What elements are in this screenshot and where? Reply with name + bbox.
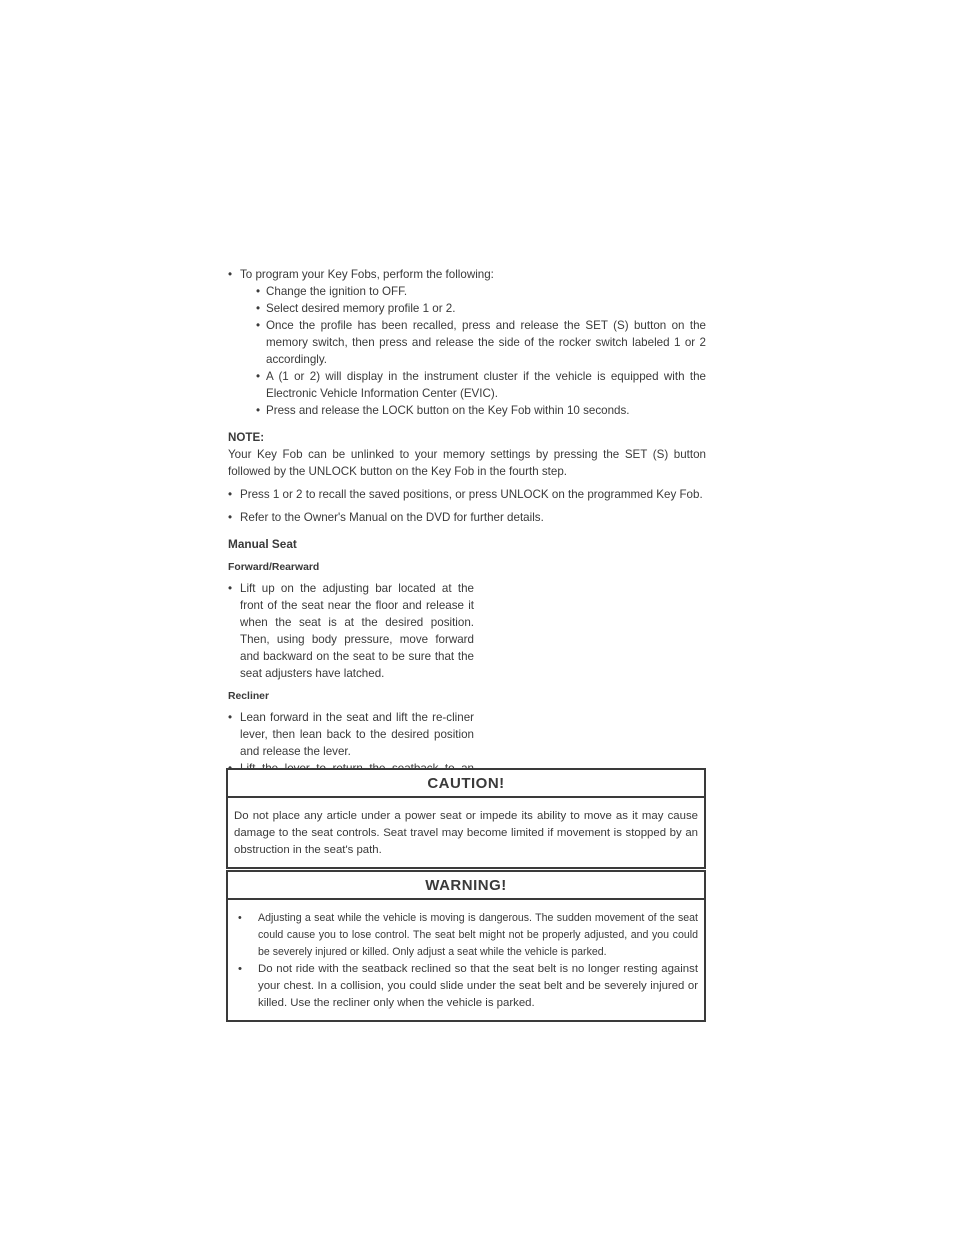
recall-bullet: • Press 1 or 2 to recall the saved positions, or press UNLOCK on the programmed Key Fob. bbox=[228, 486, 706, 503]
manual-page-content bbox=[228, 266, 706, 794]
warning-body bbox=[228, 900, 704, 1020]
key-fob-step: • Once the profile has been recalled, press and release the SET (S) button on the memory switch, then press and release the side of the rocker switch labeled 1 or 2 accordingly. bbox=[256, 319, 706, 366]
key-fob-step: • A (1 or 2) will display in the instrument cluster if the vehicle is equipped with the Electronic Vehicle Information Center (EVIC). bbox=[256, 370, 706, 400]
manual-seat-heading: Manual Seat bbox=[228, 537, 297, 551]
owners-manual-bullet: • Refer to the Owner's Manual on the DVD for further details. bbox=[228, 509, 706, 526]
recliner-heading: Recliner bbox=[228, 691, 270, 702]
key-fob-intro: • To program your Key Fobs, perform the following: bbox=[228, 266, 706, 283]
key-fob-steps bbox=[242, 283, 706, 419]
forward-rearward-heading: Forward/Rearward bbox=[228, 562, 320, 573]
recliner-item: • Lean forward in the seat and lift the re-cliner lever, then lean back to the desired position and release the lever. bbox=[228, 709, 474, 760]
key-fob-step: • Press and release the LOCK button on the Key Fob within 10 seconds. bbox=[256, 404, 630, 417]
caution-text: Do not place any article under a power seat or impede its ability to move as it may cause damage to the seat controls. Seat travel may become limited if movement is stopped by an obstruction in the seat's path. bbox=[234, 810, 698, 856]
warning-item: • Adjusting a seat while the vehicle is moving is dangerous. The sudden movement of the seat could cause you to lose control. The seat belt might not be properly adjusted, and you could be severely injured or killed. Only adjust a seat while the vehicle is parked. bbox=[238, 912, 698, 958]
note-text: Your Key Fob can be unlinked to your memory settings by pressing the SET (S) button followed by the UNLOCK button on the Key Fob in the fourth step. bbox=[228, 448, 706, 478]
warning-item: • Do not ride with the seatback reclined so that the seat belt is no longer resting against your chest. In a collision, you could slide under the seat belt and be severely injured or killed. Use the recliner only when the vehicle is parked. bbox=[238, 963, 698, 1009]
warning-box bbox=[226, 870, 706, 1022]
caution-box bbox=[226, 768, 706, 869]
caution-title: CAUTION! bbox=[228, 770, 704, 798]
key-fob-step: • Change the ignition to OFF. bbox=[256, 285, 408, 298]
note-heading: NOTE: bbox=[228, 431, 265, 444]
forward-rearward-text: • Lift up on the adjusting bar located at the front of the seat near the floor and release it when the seat is at the desired position. Then, using body pressure, move forward and backward on the seat to be sure that the seat adjusters have latched. bbox=[228, 580, 474, 682]
warning-title: WARNING! bbox=[228, 872, 704, 900]
key-fob-step: • Select desired memory profile 1 or 2. bbox=[256, 302, 456, 315]
